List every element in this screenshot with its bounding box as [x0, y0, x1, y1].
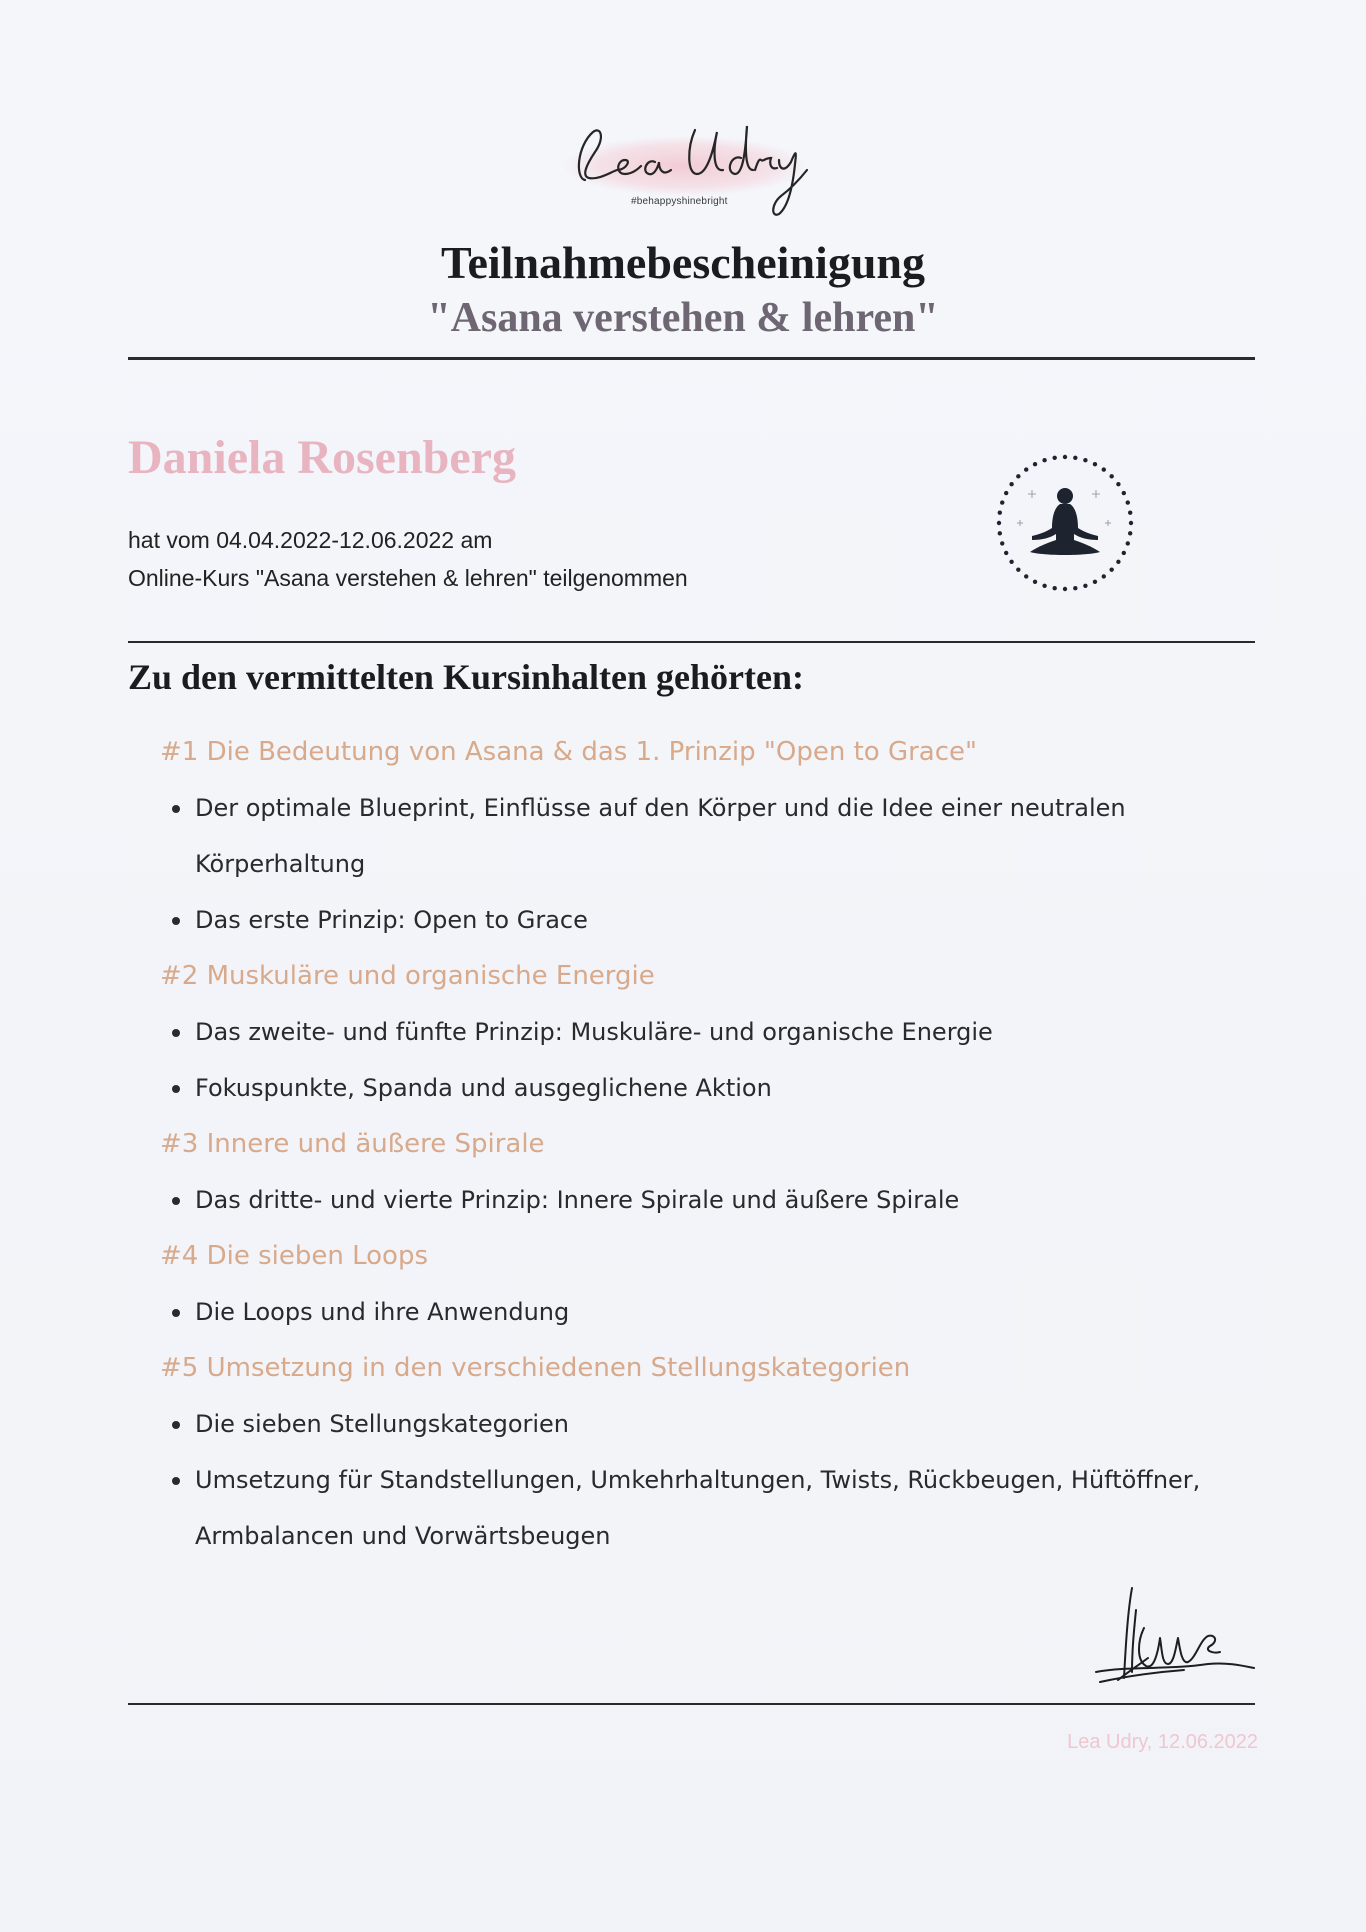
signature	[1088, 1580, 1258, 1695]
course-subtitle: "Asana verstehen & lehren"	[427, 295, 939, 341]
module-title: #1 Die Bedeutung von Asana & das 1. Prinzip "Open to Grace"	[160, 737, 977, 767]
module-item: Der optimale Blueprint, Einflüsse auf den Körper und die Idee einer neutralen Körperhaltung	[160, 780, 1270, 892]
module-title: #2 Muskuläre und organische Energie	[160, 961, 655, 991]
module-title: #4 Die sieben Loops	[160, 1241, 428, 1271]
module-item: Die Loops und ihre Anwendung	[160, 1284, 1270, 1340]
course-modules	[160, 724, 1270, 1564]
module-item: Das erste Prinzip: Open to Grace	[160, 892, 1270, 948]
header-divider	[128, 357, 1255, 360]
course-content-heading: Zu den vermittelten Kursinhalten gehörten:	[128, 657, 804, 697]
brand-tagline: #behappyshinebright	[631, 196, 728, 207]
handwritten-signature-icon	[1088, 1580, 1258, 1695]
brand-logo	[545, 118, 825, 228]
module-item: Das dritte- und vierte Prinzip: Innere Spirale und äußere Spirale	[160, 1172, 1270, 1228]
footer-divider	[128, 1703, 1255, 1705]
module-item: Fokuspunkte, Spanda und ausgeglichene Aktion	[160, 1060, 1270, 1116]
attendance-line-course: Online-Kurs "Asana verstehen & lehren" teilgenommen	[128, 565, 688, 591]
module-item: Das zweite- und fünfte Prinzip: Muskuläre- und organische Energie	[160, 1004, 1270, 1060]
module-title: #5 Umsetzung in den verschiedenen Stellungskategorien	[160, 1353, 911, 1383]
module-item: Die sieben Stellungskategorien	[160, 1396, 1270, 1452]
module-title: #3 Innere und äußere Spirale	[160, 1129, 545, 1159]
brand-logo-script-icon	[545, 118, 825, 228]
attendance-line-dates: hat vom 04.04.2022-12.06.2022 am	[128, 527, 493, 553]
module-item: Umsetzung für Standstellungen, Umkehrhaltungen, Twists, Rückbeugen, Hüftöffner, Armbalancen und Vorwärtsbeugen	[160, 1452, 1270, 1564]
intro-divider	[128, 641, 1255, 643]
attendance-statement	[128, 521, 688, 597]
participant-name: Daniela Rosenberg	[128, 431, 516, 484]
certificate-title: Teilnahmebescheinigung	[441, 237, 925, 288]
meditation-emblem	[990, 448, 1140, 598]
footer-signature-line: Lea Udry, 12.06.2022	[1067, 1731, 1258, 1753]
meditation-emblem-icon	[990, 448, 1140, 598]
